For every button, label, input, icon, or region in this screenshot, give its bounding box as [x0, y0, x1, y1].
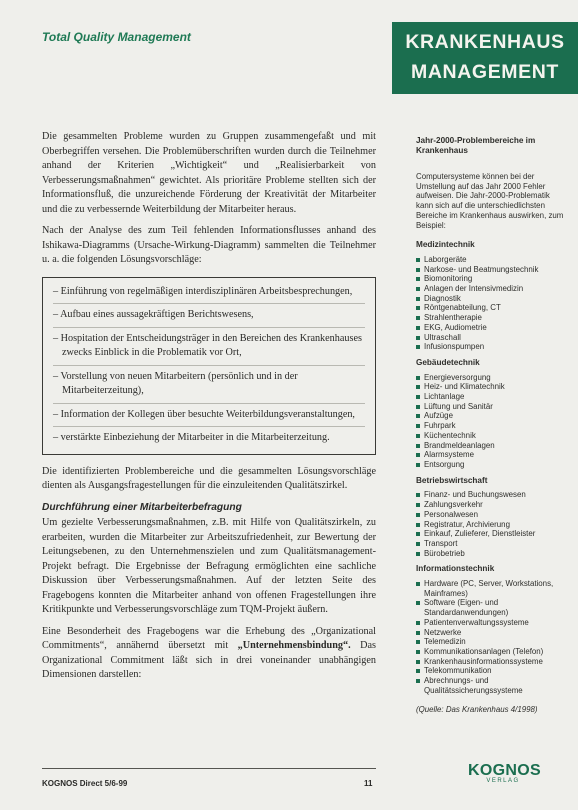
paragraph-5-bold: „Unternehmensbindung“.: [237, 640, 351, 651]
list-item: Röntgenabteilung, CT: [416, 303, 566, 313]
list-item: Kommunikationsanlagen (Telefon): [416, 647, 566, 657]
footer-rule: [42, 768, 376, 769]
sidebar-title: Jahr-2000-Problembereiche im Krankenhaus: [416, 136, 536, 155]
list-item: Energieversorgung: [416, 373, 566, 383]
list-item: Strahlentherapie: [416, 313, 566, 323]
category-heading: Gebäudetechnik: [416, 357, 480, 367]
solution-item: – Hospitation der Entscheidungsträger in den Bereichen des Krankenhauses zwecks Einblick in die Problematik vor Ort,: [53, 327, 365, 361]
paragraph-5-text-b: Das Organizational Commitment läßt sich in drei voneinander unabhängigen Dimensionen darstellen:: [42, 640, 376, 680]
list-item: Aufzüge: [416, 411, 566, 421]
list-item: Anlagen der Intensivmedizin: [416, 284, 566, 294]
sidebar: [416, 136, 566, 715]
list-item: Finanz- und Buchungswesen: [416, 490, 566, 500]
list-item: Ultraschall: [416, 333, 566, 343]
list-item: Registratur, Archivierung: [416, 520, 566, 530]
list-item: Abrechnungs- und Qualitätssicherungssysteme: [416, 676, 566, 695]
subheading: Durchführung einer Mitarbeiterbefragung: [42, 501, 242, 513]
list-item: EKG, Audiometrie: [416, 323, 566, 333]
list-item: Diagnostik: [416, 294, 566, 304]
list-item: Transport: [416, 539, 566, 549]
list-item: Alarmsysteme: [416, 450, 566, 460]
banner-line-1: KRANKENHAUS: [405, 31, 565, 53]
list-item: Personalwesen: [416, 510, 566, 520]
category-list: [416, 255, 566, 352]
list-item: Fuhrpark: [416, 421, 566, 431]
sidebar-intro: Computersysteme können bei der Umstellung auf das Jahr 2000 Fehler aufweisen. Die Jahr-2000-Problematik kann sich auf die unterschiedlichsten Bereiche im Krankenhaus auswirken, zum Beispiel:: [416, 172, 564, 230]
list-item: Netzwerke: [416, 628, 566, 638]
list-item: Brandmeldeanlagen: [416, 441, 566, 451]
category-heading: Informationstechnik: [416, 564, 495, 574]
list-item: Laborgeräte: [416, 255, 566, 265]
list-item: Software (Eigen- und Standardanwendungen): [416, 598, 566, 617]
category-list: [416, 373, 566, 470]
list-item: Telekommunikation: [416, 666, 566, 676]
paragraph-1: Die gesammelten Probleme wurden zu Gruppen zusammengefaßt und mit Oberbegriffen versehen. Die Problemüberschriften wurden durch die Teilnehmer anhand der Kriterien „Wichtigkeit“ und „Realisierbarkeit von Verbesserungsmaßnahmen“ gewichtet. Als prioritäre Probleme stellten sich der Informationsfluß, die unzureichende Förderung der Kreativität der Mitarbeiter und die zu verbessernde Weiterbildung der Mitarbeiter heraus.: [42, 131, 376, 215]
category-heading: Medizintechnik: [416, 240, 475, 250]
paragraph-5: [42, 625, 376, 683]
logo-sub: VERLAG: [486, 778, 520, 784]
list-item: Krankenhausinformationssysteme: [416, 657, 566, 667]
main-column: [42, 130, 376, 690]
sidebar-categories: [416, 240, 566, 695]
solution-item: – verstärkte Einbeziehung der Mitarbeiter in die Mitarbeiterzeitung.: [53, 426, 365, 446]
list-item: Zahlungsverkehr: [416, 500, 566, 510]
list-item: Lichtanlage: [416, 392, 566, 402]
paragraph-3: Die identifizierten Problembereiche und die gesammelten Lösungsvorschläge dienten als Ausgangsfragestellungen für die einzuleitenden Qualitätszirkel.: [42, 465, 376, 491]
page-number: 11: [364, 779, 373, 788]
list-item: Entsorgung: [416, 460, 566, 470]
list-item: Patientenverwaltungssysteme: [416, 618, 566, 628]
list-item: Heiz- und Klimatechnik: [416, 382, 566, 392]
solution-item: – Aufbau eines aussagekräftigen Berichtswesens,: [53, 303, 365, 323]
list-item: Küchentechnik: [416, 431, 566, 441]
list-item: Narkose- und Beatmungstechnik: [416, 265, 566, 275]
category-heading: Betriebswirtschaft: [416, 475, 488, 485]
magazine-banner: [392, 22, 578, 94]
list-item: Lüftung und Sanitär: [416, 402, 566, 412]
category-list: [416, 579, 566, 695]
list-item: Telemedizin: [416, 637, 566, 647]
list-item: Infusionspumpen: [416, 342, 566, 352]
solution-box: [42, 277, 376, 455]
paragraph-2: Nach der Analyse des zum Teil fehlenden Informationsflusses anhand des Ishikawa-Diagramms (Ursache-Wirkung-Diagramm) sammelten die Teilnehmer u. a. die folgenden Lösungsvorschläge:: [42, 225, 376, 265]
section-title: Total Quality Management: [42, 30, 191, 44]
footer-publication: KOGNOS Direct 5/6-99: [42, 779, 128, 788]
paragraph-5-text-a: Eine Besonderheit des Fragebogens war die Erhebung des „Organizational Commitments“, annähernd übersetzt mit: [42, 625, 376, 651]
solution-item: – Information der Kollegen über besuchte Weiterbildungsveranstaltungen,: [53, 403, 365, 423]
category-list: [416, 490, 566, 558]
logo-name: KOGNOS: [468, 762, 541, 779]
list-item: Bürobetrieb: [416, 549, 566, 559]
banner-line-2: MANAGEMENT: [411, 61, 559, 83]
list-item: Biomonitoring: [416, 274, 566, 284]
solution-item: – Einführung von regelmäßigen interdisziplinären Arbeitsbesprechungen,: [53, 285, 353, 297]
sidebar-source: (Quelle: Das Krankenhaus 4/1998): [416, 705, 538, 715]
solution-item: – Vorstellung von neuen Mitarbeitern (persönlich und in der Mitarbeiterzeitung),: [53, 365, 365, 399]
publisher-logo: [468, 762, 541, 784]
list-item: Hardware (PC, Server, Workstations, Mainframes): [416, 579, 566, 598]
paragraph-4: Um gezielte Verbesserungsmaßnahmen, z.B. mit Hilfe von Qualitätszirkeln, zu erarbeiten, wurden die Mitarbeiter zur Arbeitszufriedenheit, zur Bewertung der Leitungsebenen, zu den Unternehmenszielen und zum Qualitätsmanagement-Projekt befragt. Die Ergebnisse der Befragung ermöglichten eine sachliche Diskussion über Verbesserungsmaßnahmen. Auf der letzten Seite des Fragebogens konnten die Mitarbeiter anhand von offenen Fragestellungen ihre Kritikpunkte und Verbesserungsvorschläge zum TQM-Projekt äußern.: [42, 517, 376, 615]
list-item: Einkauf, Zulieferer, Dienstleister: [416, 529, 566, 539]
